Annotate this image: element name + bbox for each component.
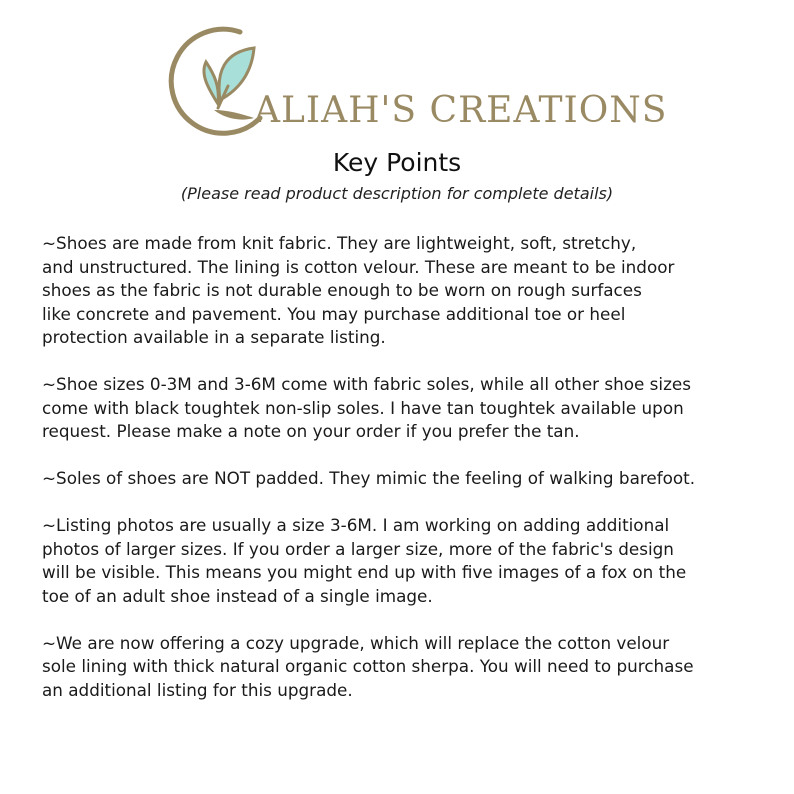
paragraph-line: toe of an adult shoe instead of a single image. (42, 585, 433, 606)
logo (150, 12, 670, 160)
paragraph-line: like concrete and pavement. You may purchase additional toe or heel (42, 303, 626, 324)
key-point-paragraph (42, 632, 762, 703)
paragraph-line: request. Please make a note on your order if you prefer the tan. (42, 421, 580, 441)
paragraph-line: shoes as the fabric is not durable enough to be worn on rough surfaces (42, 280, 642, 300)
paragraph-line: ~Listing photos are usually a size 3-6M. I am working on adding additional (42, 515, 670, 535)
paragraph-line: ~We are now offering a cozy upgrade, which will replace the cotton velour (42, 632, 670, 653)
paragraph-line: come with black toughtek non-slip soles. I have tan toughtek available upon (42, 397, 684, 418)
paragraph-line: will be visible. This means you might end up with five images of a fox on the (42, 562, 687, 582)
key-point-paragraph (42, 373, 762, 444)
paragraph-line: photos of larger sizes. If you order a larger size, more of the fabric's design (42, 538, 674, 559)
key-point-paragraph (42, 467, 762, 491)
paragraph-line: ~Soles of shoes are NOT padded. They mimic the feeling of walking barefoot. (42, 468, 696, 488)
paragraph-line: ~Shoe sizes 0-3M and 3-6M come with fabric soles, while all other shoe sizes (42, 374, 691, 394)
paragraph-line: protection available in a separate listing. (42, 327, 386, 347)
page-title: Key Points (332, 148, 462, 177)
paragraph-line: and unstructured. The lining is cotton velour. These are meant to be indoor (42, 256, 675, 277)
paragraph-line: sole lining with thick natural organic cotton sherpa. You will need to purchase (42, 656, 694, 676)
paragraph-line: an additional listing for this upgrade. (42, 679, 353, 700)
paragraph-line: ~Shoes are made from knit fabric. They are lightweight, soft, stretchy, (42, 233, 637, 253)
page-subtitle: (Please read product description for complete details) (180, 184, 614, 203)
key-points-body (42, 232, 762, 726)
brand-name: ALIAH'S CREATIONS (254, 90, 668, 131)
key-point-paragraph (42, 514, 762, 608)
key-point-paragraph (42, 232, 762, 350)
